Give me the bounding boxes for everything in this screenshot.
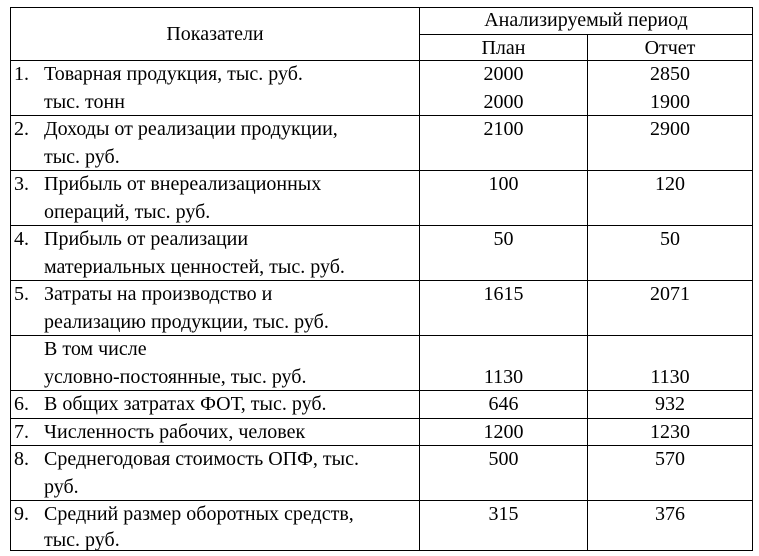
header-indicators: Показатели xyxy=(166,23,264,45)
report-value: 1230 xyxy=(650,421,690,443)
table-border-bottom xyxy=(10,550,753,551)
row-label: Среднегодовая стоимость ОПФ, тыс. xyxy=(44,448,359,470)
row-label: Доходы от реализации продукции, xyxy=(44,118,338,140)
row-number: 5. xyxy=(14,283,29,305)
row-label: Затраты на производство и xyxy=(44,283,273,305)
report-value: 1130 xyxy=(650,366,690,388)
plan-value: 50 xyxy=(493,228,514,250)
row-number: 7. xyxy=(14,421,29,443)
report-value: 2900 xyxy=(650,118,690,140)
report-value: 2850 xyxy=(650,63,690,85)
row-label: тыс. тонн xyxy=(44,91,125,113)
table-border-left xyxy=(10,7,11,551)
row-number: 4. xyxy=(14,228,29,250)
plan-value: 1615 xyxy=(483,283,524,305)
row-label: материальных ценностей, тыс. руб. xyxy=(44,256,345,278)
plan-value: 1200 xyxy=(483,421,524,443)
row-label: Товарная продукция, тыс. руб. xyxy=(44,63,303,85)
report-value: 120 xyxy=(655,173,685,195)
plan-value: 100 xyxy=(488,173,519,195)
row-line xyxy=(10,170,753,171)
report-value: 50 xyxy=(660,228,680,250)
header-bottom-line xyxy=(10,60,753,61)
row-label: В общих затратах ФОТ, тыс. руб. xyxy=(44,393,327,415)
row-label: Прибыль от внереализационных xyxy=(44,173,322,195)
plan-value: 2000 xyxy=(483,63,524,85)
row-number: 1. xyxy=(14,63,29,85)
row-line xyxy=(10,335,753,336)
header-report: Отчет xyxy=(644,37,696,59)
header-divider xyxy=(419,34,753,35)
row-label: условно-постоянные, тыс. руб. xyxy=(44,366,307,388)
row-label: Прибыль от реализации xyxy=(44,228,249,250)
table-border-right xyxy=(752,7,753,551)
plan-value: 2000 xyxy=(483,91,524,113)
row-number: 9. xyxy=(14,503,29,525)
report-value: 932 xyxy=(655,393,685,415)
row-label: В том числе xyxy=(44,338,147,360)
row-label: Средний размер оборотных средств, xyxy=(44,503,354,525)
row-label: операций, тыс. руб. xyxy=(44,201,211,223)
row-label: руб. xyxy=(44,476,79,498)
header-period: Анализируемый период xyxy=(484,9,688,31)
row-label: реализацию продукции, тыс. руб. xyxy=(44,311,329,333)
row-line xyxy=(10,280,753,281)
header-plan: План xyxy=(481,37,526,59)
row-line xyxy=(10,418,753,419)
row-line xyxy=(10,500,753,501)
row-line xyxy=(10,225,753,226)
row-line xyxy=(10,445,753,446)
row-number: 6. xyxy=(14,393,29,415)
row-number: 8. xyxy=(14,448,29,470)
row-line xyxy=(10,390,753,391)
report-value: 570 xyxy=(655,448,685,470)
plan-value: 2100 xyxy=(483,118,524,140)
row-label: тыс. руб. xyxy=(44,529,120,551)
report-value: 1900 xyxy=(650,91,690,113)
row-number: 2. xyxy=(14,118,29,140)
report-value: 376 xyxy=(655,503,685,525)
plan-value: 646 xyxy=(488,393,519,415)
row-label: тыс. руб. xyxy=(44,146,120,168)
plan-value: 500 xyxy=(488,448,519,470)
report-value: 2071 xyxy=(650,283,690,305)
row-label: Численность рабочих, человек xyxy=(44,421,306,443)
row-line xyxy=(10,115,753,116)
plan-value: 315 xyxy=(488,503,519,525)
row-number: 3. xyxy=(14,173,29,195)
plan-value: 1130 xyxy=(483,366,524,388)
